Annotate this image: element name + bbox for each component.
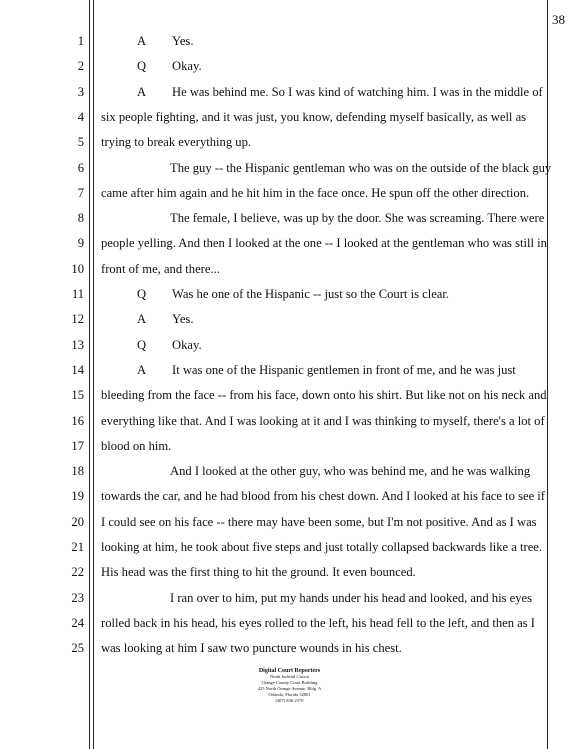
line-text: rolled back in his head, his eyes rolled to the left, his head fell to the left, and then as I [101, 615, 536, 630]
transcript-line [0, 337, 579, 362]
transcript-line [0, 134, 579, 159]
line-text: Yes. [172, 312, 194, 327]
line-number: 1 [77, 34, 84, 48]
speaker-label: A [137, 312, 147, 327]
line-number: 16 [71, 413, 84, 428]
line-text: Okay. [172, 337, 202, 352]
transcript-line [0, 615, 579, 640]
footer-line: (407) 836-2370 [275, 698, 304, 703]
transcript-line [0, 261, 579, 286]
transcript-line [0, 185, 579, 210]
line-text: The female, I believe, was up by the door. She was screaming. There were [170, 211, 545, 226]
transcript-line [0, 539, 579, 564]
line-number: 18 [71, 464, 84, 479]
transcript-line [0, 160, 579, 185]
line-number: 14 [71, 362, 84, 377]
line-number: 3 [77, 84, 84, 99]
speaker-label: Q [137, 59, 147, 74]
transcript-line [0, 210, 579, 235]
footer-line: Ninth Judicial Circuit [270, 674, 309, 679]
footer-line: 425 North Orange Avenue, Bldg. A [257, 686, 322, 691]
line-text: blood on him. [101, 438, 172, 453]
line-text: His head was the first thing to hit the ground. It even bounced. [101, 565, 416, 580]
transcript-line [0, 488, 579, 513]
line-number: 19 [71, 489, 84, 504]
transcript-line [0, 387, 579, 412]
line-number: 21 [71, 540, 84, 554]
page-number: 38 [552, 12, 565, 27]
line-text: six people fighting, and it was just, you know, defending myself basically, as well as [101, 109, 527, 124]
transcript-line [0, 438, 579, 463]
line-number: 10 [71, 261, 84, 276]
line-number: 20 [71, 514, 84, 529]
line-number: 17 [71, 438, 84, 453]
line-number: 25 [71, 641, 84, 656]
line-number: 5 [77, 135, 84, 150]
footer-line: Orange County Court Building [261, 680, 318, 685]
transcript-line [0, 463, 579, 488]
speaker-label: A [137, 84, 147, 99]
transcript-line [0, 362, 579, 387]
line-text: everything like that. And I was looking at it and I was thinking to myself, there's a lot of [101, 413, 545, 428]
line-text: bleeding from the face -- from his face, down onto his shirt. But like not on his neck and [101, 388, 547, 403]
transcript-line [0, 590, 579, 615]
transcript-line [0, 413, 579, 438]
line-text: Okay. [172, 59, 202, 74]
transcript-line [0, 109, 579, 134]
line-number: 22 [71, 565, 84, 580]
footer [0, 668, 579, 704]
line-text: I could see on his face -- there may have been some, but I'm not positive. And as I was [101, 514, 537, 529]
speaker-label: A [137, 362, 147, 377]
line-text: front of me, and there... [101, 261, 220, 276]
line-number: 11 [71, 287, 84, 301]
speaker-label: Q [137, 287, 147, 301]
footer-line: Orlando, Florida 32801 [268, 692, 311, 697]
line-number: 6 [77, 160, 84, 175]
line-number: 24 [71, 615, 84, 630]
line-number: 23 [71, 590, 84, 605]
speaker-label: Q [137, 337, 147, 352]
line-text: came after him again and he hit him in the face once. He spun off the other direction. [101, 185, 530, 200]
line-number: 9 [77, 236, 84, 251]
transcript-line [0, 564, 579, 589]
line-text: trying to break everything up. [101, 135, 252, 150]
line-text: And I looked at the other guy, who was behind me, and he was walking [170, 464, 531, 479]
transcript-line [0, 311, 579, 336]
line-text: was looking at him I saw two puncture wounds in his chest. [101, 641, 402, 656]
transcript-line [0, 33, 579, 58]
transcript-line [0, 514, 579, 539]
line-text: The guy -- the Hispanic gentleman who was on the outside of the black guy [170, 160, 552, 175]
transcript-line [0, 640, 579, 665]
line-number: 12 [71, 312, 84, 327]
transcript-line [0, 58, 579, 83]
line-number: 7 [77, 185, 84, 200]
line-number: 2 [77, 59, 84, 74]
line-text: It was one of the Hispanic gentlemen in front of me, and he was just [172, 362, 516, 377]
line-text: people yelling. And then I looked at the one -- I looked at the gentleman who was still in [101, 236, 547, 251]
transcript-line [0, 84, 579, 109]
line-text: towards the car, and he had blood from his chest down. And I looked at his face to see if [101, 489, 546, 504]
line-text: I ran over to him, put my hands under his head and looked, and his eyes [170, 590, 532, 605]
line-number: 8 [77, 211, 84, 226]
line-text: He was behind me. So I was kind of watching him. I was in the middle of [172, 84, 543, 99]
line-text: Yes. [172, 34, 194, 48]
line-number: 13 [71, 337, 84, 352]
line-number: 15 [71, 388, 84, 403]
transcript-line [0, 235, 579, 260]
speaker-label: A [137, 34, 147, 48]
line-number: 4 [77, 109, 84, 124]
line-text: Was he one of the Hispanic -- just so the Court is clear. [172, 287, 450, 301]
transcript-line [0, 286, 579, 311]
line-text: looking at him, he took about five steps and just totally collapsed backwards like a tree. [101, 540, 543, 554]
footer-title: Digital Court Reporters [258, 668, 321, 674]
